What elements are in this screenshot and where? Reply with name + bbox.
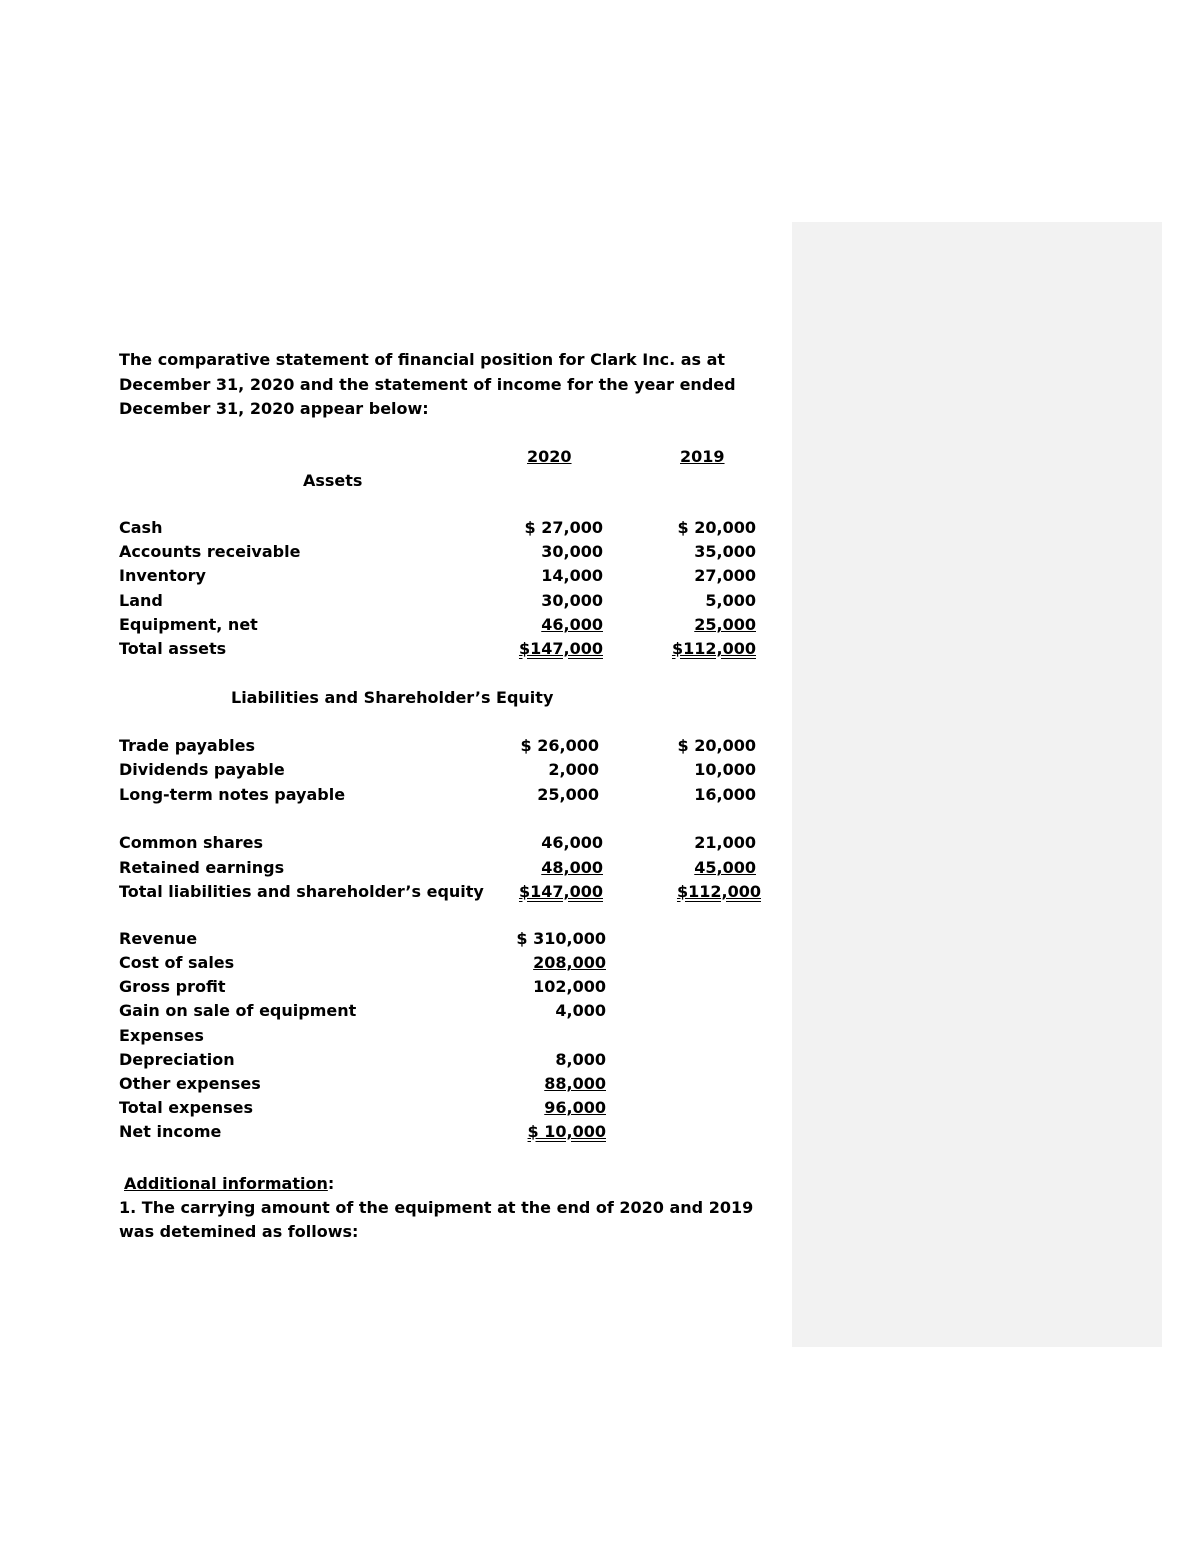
row-label: Expenses [119, 1026, 204, 1045]
value-2019: 10,000 [694, 760, 756, 779]
total-liabilities-2020: $147,000 [518, 882, 603, 901]
row-label: Equipment, net [119, 615, 258, 634]
row-label: Gain on sale of equipment [119, 1001, 357, 1020]
income-value: 8,000 [555, 1050, 606, 1069]
net-income-value: $ 10,000 [527, 1122, 606, 1141]
value-2019: 35,000 [694, 542, 756, 561]
total-assets-label: Total assets [119, 639, 227, 658]
row-label: Revenue [119, 929, 198, 948]
income-value: 4,000 [555, 1001, 606, 1020]
year-header-2019: 2019 [680, 447, 725, 466]
value-2020: 25,000 [537, 785, 599, 804]
value-2020: $ 27,000 [524, 518, 603, 537]
row-label: Depreciation [119, 1050, 235, 1069]
total-assets-2019: $112,000 [671, 639, 756, 658]
row-label: Total expenses [119, 1098, 254, 1117]
value-2020: 46,000 [541, 833, 603, 852]
total-liabilities-label: Total liabilities and shareholder’s equity [119, 882, 484, 901]
value-2019: 27,000 [694, 566, 756, 585]
row-label: Cost of sales [119, 953, 235, 972]
row-label: Long-term notes payable [119, 785, 346, 804]
row-label: Retained earnings [119, 858, 285, 877]
value-2019: 21,000 [694, 833, 756, 852]
value-2020: 2,000 [548, 760, 599, 779]
additional-heading: Additional information [124, 1174, 328, 1193]
liabilities-heading: Liabilities and Shareholder’s Equity [231, 688, 554, 707]
assets-heading: Assets [303, 471, 363, 490]
row-label: Trade payables [119, 736, 256, 755]
value-2020: 30,000 [541, 542, 603, 561]
value-2020: 14,000 [541, 566, 603, 585]
income-value: 88,000 [544, 1074, 606, 1093]
row-label: Dividends payable [119, 760, 285, 779]
additional-colon: : [327, 1174, 335, 1193]
value-2019: 45,000 [694, 858, 756, 877]
intro-paragraph: The comparative statement of financial position for Clark Inc. as at December 31, 2020 and the statement of income for the year ended December 31, 2020 appear below: [119, 350, 736, 418]
value-2019: 5,000 [705, 591, 756, 610]
additional-item-1: 1. The carrying amount of the equipment at the end of 2020 and 2019 was detemined as follows: [119, 1198, 754, 1241]
value-2019: 25,000 [694, 615, 756, 634]
net-income-label: Net income [119, 1122, 222, 1141]
row-label: Cash [119, 518, 163, 537]
income-value: 102,000 [533, 977, 606, 996]
total-assets-2020: $147,000 [518, 639, 603, 658]
value-2019: $ 20,000 [677, 518, 756, 537]
income-value: 96,000 [544, 1098, 606, 1117]
year-header-2020: 2020 [527, 447, 572, 466]
row-label: Land [119, 591, 163, 610]
value-2020: 46,000 [541, 615, 603, 634]
row-label: Other expenses [119, 1074, 261, 1093]
value-2020: 30,000 [541, 591, 603, 610]
income-value: 208,000 [533, 953, 606, 972]
total-liabilities-2019: $112,000 [676, 882, 761, 901]
value-2020: $ 26,000 [520, 736, 599, 755]
income-value: $ 310,000 [516, 929, 606, 948]
row-label: Gross profit [119, 977, 226, 996]
value-2020: 48,000 [541, 858, 603, 877]
row-label: Inventory [119, 566, 206, 585]
value-2019: $ 20,000 [677, 736, 756, 755]
row-label: Common shares [119, 833, 264, 852]
row-label: Accounts receivable [119, 542, 301, 561]
comment-pane [792, 222, 1162, 1347]
additional-information [119, 1172, 759, 1244]
value-2019: 16,000 [694, 785, 756, 804]
